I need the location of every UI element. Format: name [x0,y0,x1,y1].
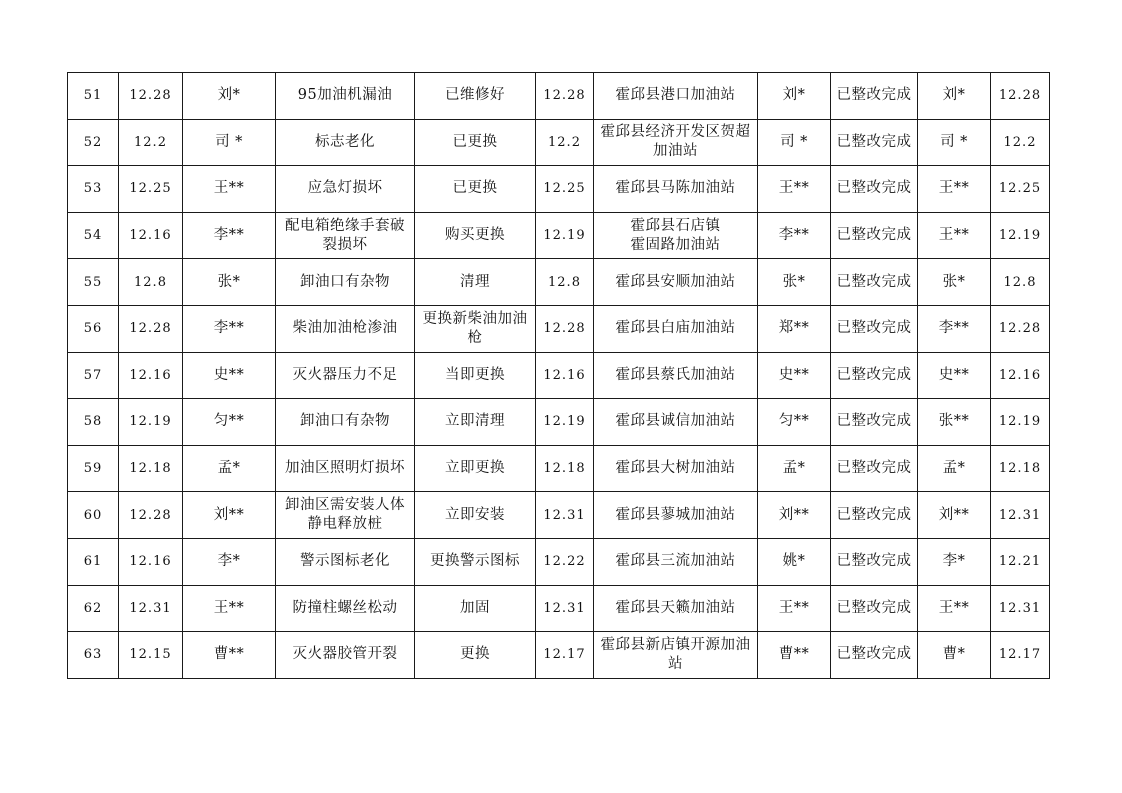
fix-date-cell: 12.17 [536,632,594,679]
responsible-person-cell: 郑** [758,305,831,352]
measure-cell: 清理 [415,259,536,306]
responsible-person-cell: 姚* [758,538,831,585]
issue-cell: 应急灯损坏 [276,166,415,213]
issue-cell: 防撞柱螺丝松动 [276,585,415,632]
station-cell: 霍邱县白庙加油站 [594,305,758,352]
measure-cell: 已更换 [415,119,536,166]
measure-cell: 购买更换 [415,212,536,259]
fix-date-cell: 12.8 [536,259,594,306]
table-row [68,492,1050,539]
station-cell: 霍邱县诚信加油站 [594,399,758,446]
row-number-cell: 54 [68,212,119,259]
status-cell: 已整改完成 [831,212,918,259]
row-number-cell: 53 [68,166,119,213]
reviewer-cell: 李** [918,305,991,352]
status-cell: 已整改完成 [831,538,918,585]
fix-date-cell: 12.19 [536,399,594,446]
measure-cell: 当即更换 [415,352,536,399]
row-number-cell: 59 [68,445,119,492]
status-cell: 已整改完成 [831,119,918,166]
responsible-person-cell: 刘* [758,73,831,120]
found-date-cell: 12.8 [119,259,183,306]
inspector-cell: 史** [183,352,276,399]
review-date-cell: 12.8 [991,259,1050,306]
status-cell: 已整改完成 [831,445,918,492]
responsible-person-cell: 李** [758,212,831,259]
station-cell: 霍邱县新店镇开源加油站 [594,632,758,679]
row-number-cell: 51 [68,73,119,120]
reviewer-cell: 司 * [918,119,991,166]
responsible-person-cell: 匀** [758,399,831,446]
review-date-cell: 12.28 [991,73,1050,120]
inspector-cell: 匀** [183,399,276,446]
table-row [68,305,1050,352]
review-date-cell: 12.31 [991,585,1050,632]
table-row [68,399,1050,446]
inspector-cell: 曹** [183,632,276,679]
reviewer-cell: 刘** [918,492,991,539]
table-row [68,166,1050,213]
row-number-cell: 52 [68,119,119,166]
inspector-cell: 李* [183,538,276,585]
measure-cell: 立即更换 [415,445,536,492]
inspector-cell: 李** [183,212,276,259]
status-cell: 已整改完成 [831,305,918,352]
table-row [68,445,1050,492]
status-cell: 已整改完成 [831,492,918,539]
review-date-cell: 12.28 [991,305,1050,352]
reviewer-cell: 张** [918,399,991,446]
found-date-cell: 12.2 [119,119,183,166]
issue-cell: 配电箱绝缘手套破裂损坏 [276,212,415,259]
station-cell: 霍邱县三流加油站 [594,538,758,585]
found-date-cell: 12.31 [119,585,183,632]
responsible-person-cell: 曹** [758,632,831,679]
issue-cell: 柴油加油枪渗油 [276,305,415,352]
found-date-cell: 12.16 [119,538,183,585]
found-date-cell: 12.28 [119,492,183,539]
station-cell: 霍邱县大树加油站 [594,445,758,492]
issue-cell: 卸油区需安装人体静电释放桩 [276,492,415,539]
inspector-cell: 王** [183,585,276,632]
review-date-cell: 12.19 [991,212,1050,259]
fix-date-cell: 12.19 [536,212,594,259]
table-row [68,538,1050,585]
station-cell: 霍邱县石店镇 霍固路加油站 [594,212,758,259]
inspector-cell: 刘* [183,73,276,120]
responsible-person-cell: 司 * [758,119,831,166]
station-cell: 霍邱县蔡氏加油站 [594,352,758,399]
table-row [68,73,1050,120]
table-row [68,352,1050,399]
table-row [68,259,1050,306]
reviewer-cell: 孟* [918,445,991,492]
station-cell: 霍邱县蓼城加油站 [594,492,758,539]
row-number-cell: 55 [68,259,119,306]
inspector-cell: 孟* [183,445,276,492]
reviewer-cell: 王** [918,585,991,632]
inspector-cell: 刘** [183,492,276,539]
status-cell: 已整改完成 [831,259,918,306]
responsible-person-cell: 史** [758,352,831,399]
review-date-cell: 12.17 [991,632,1050,679]
row-number-cell: 60 [68,492,119,539]
fix-date-cell: 12.28 [536,305,594,352]
found-date-cell: 12.19 [119,399,183,446]
issue-cell: 加油区照明灯损坏 [276,445,415,492]
issue-cell: 95加油机漏油 [276,73,415,120]
reviewer-cell: 王** [918,166,991,213]
inspector-cell: 张* [183,259,276,306]
issue-cell: 灭火器压力不足 [276,352,415,399]
table-row [68,632,1050,679]
review-date-cell: 12.19 [991,399,1050,446]
issue-cell: 警示图标老化 [276,538,415,585]
responsible-person-cell: 王** [758,585,831,632]
table-row [68,585,1050,632]
reviewer-cell: 张* [918,259,991,306]
reviewer-cell: 史** [918,352,991,399]
found-date-cell: 12.18 [119,445,183,492]
status-cell: 已整改完成 [831,585,918,632]
row-number-cell: 58 [68,399,119,446]
fix-date-cell: 12.28 [536,73,594,120]
table-row [68,119,1050,166]
fix-date-cell: 12.31 [536,585,594,632]
review-date-cell: 12.18 [991,445,1050,492]
measure-cell: 更换新柴油加油枪 [415,305,536,352]
status-cell: 已整改完成 [831,399,918,446]
fix-date-cell: 12.31 [536,492,594,539]
row-number-cell: 56 [68,305,119,352]
fix-date-cell: 12.25 [536,166,594,213]
measure-cell: 更换 [415,632,536,679]
row-number-cell: 62 [68,585,119,632]
review-date-cell: 12.16 [991,352,1050,399]
reviewer-cell: 李* [918,538,991,585]
responsible-person-cell: 孟* [758,445,831,492]
responsible-person-cell: 王** [758,166,831,213]
status-cell: 已整改完成 [831,352,918,399]
measure-cell: 立即清理 [415,399,536,446]
review-date-cell: 12.2 [991,119,1050,166]
reviewer-cell: 曹* [918,632,991,679]
station-cell: 霍邱县马陈加油站 [594,166,758,213]
fix-date-cell: 12.16 [536,352,594,399]
status-cell: 已整改完成 [831,632,918,679]
measure-cell: 已更换 [415,166,536,213]
found-date-cell: 12.28 [119,73,183,120]
review-date-cell: 12.25 [991,166,1050,213]
station-cell: 霍邱县经济开发区贺超加油站 [594,119,758,166]
found-date-cell: 12.16 [119,352,183,399]
issue-cell: 标志老化 [276,119,415,166]
fix-date-cell: 12.18 [536,445,594,492]
measure-cell: 加固 [415,585,536,632]
fix-date-cell: 12.2 [536,119,594,166]
status-cell: 已整改完成 [831,166,918,213]
responsible-person-cell: 张* [758,259,831,306]
station-cell: 霍邱县天籁加油站 [594,585,758,632]
rectification-record-table [67,72,1050,679]
inspector-cell: 李** [183,305,276,352]
row-number-cell: 63 [68,632,119,679]
measure-cell: 已维修好 [415,73,536,120]
found-date-cell: 12.16 [119,212,183,259]
issue-cell: 灭火器胶管开裂 [276,632,415,679]
table-row [68,212,1050,259]
status-cell: 已整改完成 [831,73,918,120]
responsible-person-cell: 刘** [758,492,831,539]
fix-date-cell: 12.22 [536,538,594,585]
measure-cell: 更换警示图标 [415,538,536,585]
review-date-cell: 12.31 [991,492,1050,539]
inspector-cell: 王** [183,166,276,213]
issue-cell: 卸油口有杂物 [276,259,415,306]
inspector-cell: 司 * [183,119,276,166]
station-cell: 霍邱县港口加油站 [594,73,758,120]
found-date-cell: 12.15 [119,632,183,679]
measure-cell: 立即安装 [415,492,536,539]
issue-cell: 卸油口有杂物 [276,399,415,446]
found-date-cell: 12.25 [119,166,183,213]
review-date-cell: 12.21 [991,538,1050,585]
station-cell: 霍邱县安顺加油站 [594,259,758,306]
row-number-cell: 61 [68,538,119,585]
table-body [68,73,1050,679]
reviewer-cell: 刘* [918,73,991,120]
reviewer-cell: 王** [918,212,991,259]
found-date-cell: 12.28 [119,305,183,352]
row-number-cell: 57 [68,352,119,399]
